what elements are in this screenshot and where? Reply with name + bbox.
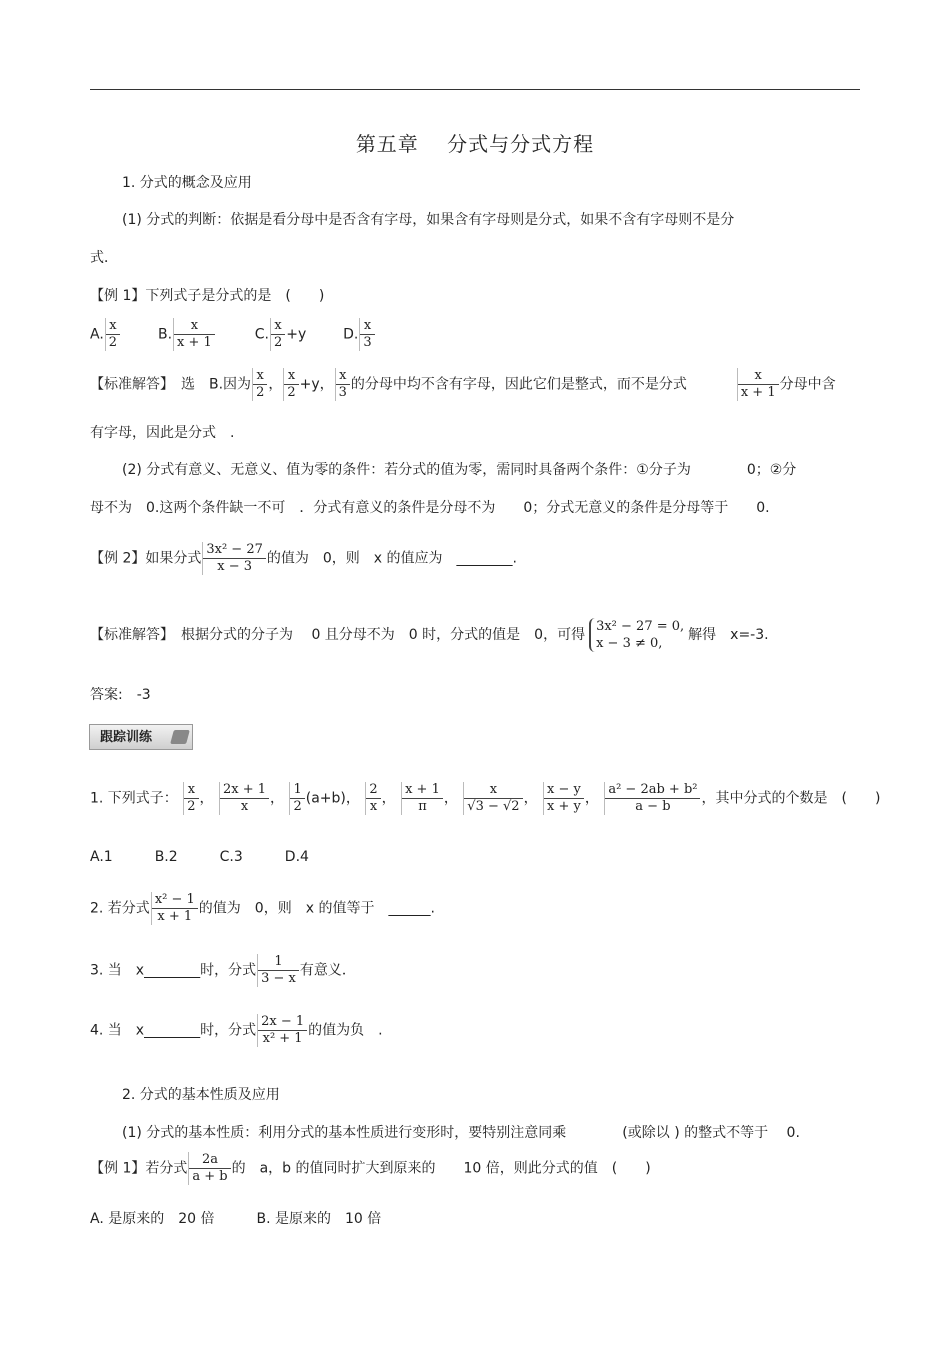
example-1-options: A. $\frac{x}{2}$ B. $\frac{x}{x + 1}$ C. $\frac{x}{2}$ +y D. $\frac{x}{3}$ [90,318,376,351]
practice-question-2: 2. 若分式 $\frac{\text{x² − 1}}{x + 1}$ 的值为 0，则 x 的值等于 ______. [90,892,435,924]
practice-badge: 跟踪训练 [89,724,193,750]
example-1-question: 【例 1】下列式子是分式的是 ( ) [90,288,325,304]
example-2-final-answer: 答案: -3 [90,687,151,703]
option-b-fraction: $\frac{x}{x + 1}$ [173,318,215,351]
option-c-fraction: $\frac{x}{2}$ [270,318,285,351]
section-1-para-2-cont: 母不为 0.这两个条件缺一不可 ．分式有意义的条件是分母不为 0；分式无意义的条件是分母等于 0. [90,500,770,516]
option-a-label: A. [90,326,104,343]
option-d-label: D. [343,326,359,343]
section-1-heading: 1. 分式的概念及应用 [122,175,252,191]
option-b-label: B. [157,326,173,343]
section-2-example-1-options: A. 是原来的 20 倍 B. 是原来的 10 倍 [90,1211,382,1227]
section-1-para-1-cont: 式． [90,250,118,266]
example-1-answer-cont: 有字母，因此是分式 . [90,425,235,441]
option-d-fraction: $\frac{x}{3}$ [359,318,374,351]
option-c-label: C. [254,326,269,343]
option-a-fraction: $\frac{x}{2}$ [105,318,120,351]
section-2-example-1: 【例 1】若分式 $\frac{2a}{a + b}$ 的 a，b 的值同时扩大到原来的 10 倍，则此分式的值 ( ) [90,1152,651,1184]
section-1-para-1: (1) 分式的判断：依据是看分母中是否含有字母，如果含有字母则是分式，如果不含有字母则不是分 [122,212,735,228]
practice-question-1-options: A.1 B.2 C.3 D.4 [90,849,309,865]
top-rule [90,89,860,90]
practice-question-3: 3. 当 x________时，分式 $\frac{1}{3 - x}$ 有意义． [90,954,356,986]
section-1-para-2: (2) 分式有意义、无意义、值为零的条件：若分式的值为零，需同时具备两个条件：①分子为 0；②分 [122,462,797,478]
practice-question-1: 1. 下列式子： $\frac{x}{2}$ ， $\frac{2x + 1}{x}$ ， $\frac{1}{2}$ (a+b)， $\frac{2}{x}$ ， $\frac{x + 1}{\pi}$ ， $\frac{x}{√3 - √2}$ ， $\frac{x - y}{x + y}$ ， $\frac{\text{a² − 2ab + b²}}{a - b}$ ，其中分式的个数是 ( ) [90,782,881,814]
example-2-fraction: $\frac{\text{3x² − 27}}{x - 3}$ [202,542,266,575]
page-title: 第五章 分式与分式方程 [355,132,595,156]
example-2-answer: 【标准解答】 根据分式的分子为 0 且分母不为 0 时，分式的值是 0，可得 3x² − 27 = 0, x − 3 ≠ 0, 解得 x=-3. [90,619,769,651]
equation-system: 3x² − 27 = 0, x − 3 ≠ 0, [589,618,684,652]
section-2-para-1: (1) 分式的基本性质：利用分式的基本性质进行变形时，要特别注意同乘 (或除以 ) 的整式不等于 0. [122,1125,800,1141]
example-1-answer: 【标准解答】 选 B.因为 $\frac{x}{2}$ ， $\frac{x}{2}$ +y， $\frac{x}{3}$ 的分母中均不含有字母，因此它们是整式，而不是分式 $\frac{x}{x + 1}$ 分母中含 [90,368,836,400]
book-icon [170,730,190,744]
section-2-heading: 2. 分式的基本性质及应用 [122,1087,280,1103]
practice-question-4: 4. 当 x________时，分式 $\frac{2x - 1}{\text{x² + 1}}$ 的值为负 . [90,1014,383,1046]
example-2-question: 【例 2】如果分式 $\frac{\text{3x² − 27}}{x - 3}$ 的值为 0，则 x 的值应为 ________. [90,542,517,574]
